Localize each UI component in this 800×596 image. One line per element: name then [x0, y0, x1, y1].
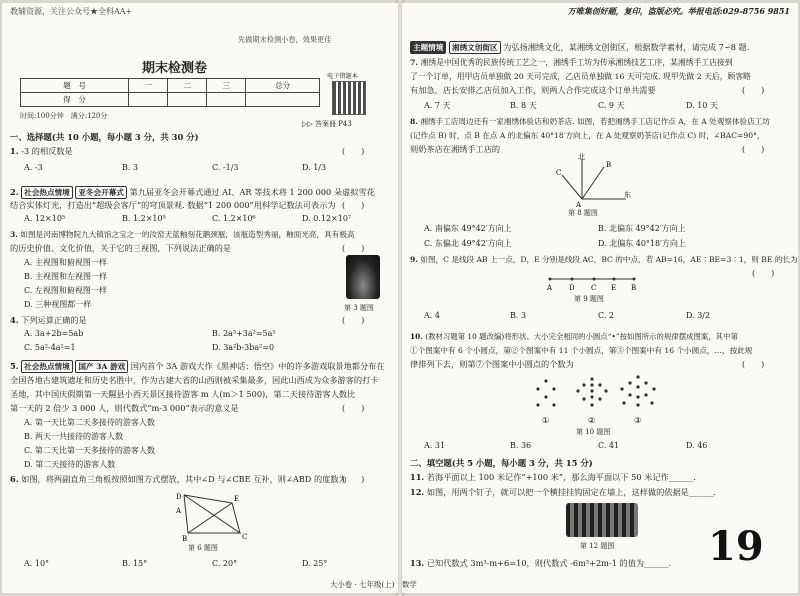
option: D. 3a²b-3ba²=0 [212, 343, 275, 352]
header-copyright: 万唯集创好题，复印，盗版必究。举报电话:029-8756 9851 [567, 6, 790, 16]
option: D. 3/2 [686, 311, 711, 320]
question-text: 已知代数式 3m³-m+6=10，则代数式 -6m³+2m-1 的值为______. [426, 558, 672, 568]
figure-caption: 第 10 题图 [576, 428, 611, 436]
dot-pattern-figure [526, 375, 666, 427]
question-text: 如图，将两副直角三角板按照如图方式摆放，其中∠D 与∠CBE 互补，则∠ABD 的度数为 [21, 474, 347, 484]
fig-label: A [176, 507, 182, 515]
fill-question-12 [410, 487, 716, 498]
fig-label: C [556, 169, 562, 177]
score-header-cell: 总分 [246, 79, 320, 93]
score-table [20, 78, 320, 107]
question-number: 7. [410, 58, 419, 67]
question-text-line: (记作点 B) 时，点 B 在点 A 的北偏东 40°18′方向上，在 A 处观察奶茶店(记作点 C) 时，∠BAC=90°， [410, 131, 765, 140]
option: D. 1/3 [302, 163, 327, 172]
question-number: 4. [10, 315, 19, 325]
option: A. 主视图和俯视图一样 [24, 258, 107, 267]
question-text: 如图，C 是线段 AB 上一点，D，E 分别是线段 AC，BC 的中点，若 AB=16，AE∶BE=3∶1，则 BE 的长为 [420, 255, 798, 264]
fig-label: A [576, 201, 582, 207]
fig-label: ③ [634, 416, 642, 425]
question-number: 10. [410, 332, 423, 341]
question-text-line: ①个图案中有 6 个小圆点，第②个图案中有 11 个小圆点，第③个图案中有 16 个小圆点，…，按此规 [410, 346, 753, 355]
question-10 [410, 331, 738, 342]
question-text-line: 律排列下去，则第⑦个图案中小圆点的个数为 [410, 359, 574, 369]
option: C. 2 [598, 311, 615, 320]
question-number: 12. [410, 487, 425, 497]
fig-label: ① [542, 416, 550, 425]
question-number: 8. [410, 117, 418, 126]
option: D. 46 [686, 441, 708, 450]
option: B. 两天一共接待的游客人数 [24, 432, 123, 441]
context-tag: 社会热点情境 [21, 186, 73, 199]
option: C. -1/3 [212, 163, 239, 172]
option: A. 7 天 [424, 101, 451, 110]
fig-label: D [569, 284, 575, 292]
header-watermark: 教辅资源，关注公众号★全科AA+ [10, 7, 133, 16]
question-4 [10, 315, 87, 326]
figure-caption: 第 6 题图 [188, 544, 218, 552]
option: D. 25° [302, 559, 328, 568]
option: A. 3a+2b=5ab [24, 329, 84, 338]
option: C. 41 [598, 441, 620, 450]
option: B. 3 [122, 163, 139, 172]
tagline: 先做期末检测小卷，效果更佳 [238, 35, 332, 44]
option: B. 北偏东 49°42′方向上 [598, 224, 686, 233]
context-tag: 亚冬会开幕式 [75, 186, 127, 199]
vase-photo [346, 255, 380, 299]
question-number: 13. [410, 558, 425, 568]
triangle-figure [170, 489, 250, 541]
option: C. 5a²-4a²=1 [24, 343, 76, 352]
question-text-line: 全国各地古建筑遗址和历史名胜中，作为古建大省的山西则被采集最多，因此山西成为众多游客的打卡 [10, 375, 379, 385]
question-1 [10, 146, 73, 157]
option: B. 36 [510, 441, 532, 450]
hook-photo [566, 503, 638, 537]
figure-caption: 第 9 题图 [574, 295, 604, 303]
score-cell [129, 93, 168, 107]
fig-label: C [591, 284, 597, 292]
question-number: 9. [410, 255, 418, 264]
answer-bracket: ( ) [752, 269, 775, 278]
question-text-line: 结合实体灯光，打造出“超级会客厅”的穹顶景观. 数据“1 200 000”用科学记数法可表示为 [10, 200, 336, 210]
question-8 [410, 116, 770, 127]
score-header-cell: 二 [168, 79, 207, 93]
question-text: 下列运算正确的是 [21, 315, 87, 325]
option: A. 31 [424, 441, 446, 450]
fig-label: B [631, 284, 637, 292]
question-text-line: 圣地，其中国庆假期第一天隰县小西天景区接待游客 m 人(m＞1 500)，第二天接待游客人数比 [10, 389, 356, 399]
option: A. 4 [424, 311, 440, 320]
answer-bracket: ( ) [342, 404, 365, 413]
section-heading: 一、选择题(共 10 小题，每小题 3 分，共 30 分) [10, 132, 199, 142]
answer-ref-text: 答案冊 P43 [315, 120, 352, 128]
option: A. 第一天比第二天多接待的游客人数 [24, 418, 155, 427]
question-6 [10, 474, 347, 485]
question-text: 若海平面以上 100 米记作“+100 米”，那么海平面以下 50 米记作______. [426, 472, 696, 482]
fig-label: 东 [624, 191, 631, 199]
fig-label: B [182, 535, 188, 541]
score-header-cell: 一 [129, 79, 168, 93]
question-number: 11. [410, 472, 425, 482]
question-text: -3 的相反数是 [21, 146, 73, 156]
fig-label: 北 [578, 153, 585, 161]
fill-question-13 [410, 558, 671, 569]
option: B. 3 [510, 311, 527, 320]
option: C. 左视图和俯视图一样 [24, 286, 107, 295]
question-3 [10, 229, 354, 240]
option: C. 第二天比第一天多接待的游客人数 [24, 446, 155, 455]
question-number: 6. [10, 474, 19, 484]
context-tag: 社会热点情境 [21, 360, 73, 373]
answer-bracket: ( ) [342, 244, 365, 253]
option: A. 12×10⁵ [24, 214, 66, 223]
segment-figure [542, 271, 642, 293]
option: D. 北偏东 40°18′方向上 [598, 239, 686, 248]
option: B. 8 天 [510, 101, 537, 110]
question-text: 国内首个 3A 游戏大作《黑神话：悟空》中的许多游戏取景地都分布在 [130, 361, 385, 371]
question-text-line: 则奶茶店在湘绣手工店的 [410, 144, 501, 154]
question-text: 如图是河南博物院九大镇馆之宝之一的汝窑天蓝釉刻花鹅颈瓶，该瓶造型秀丽，釉面光亮，具有极高 [20, 230, 355, 239]
time-info: 时间:100分钟 满分:120分 [20, 112, 108, 120]
question-number: 5. [10, 361, 19, 371]
theme-context [410, 41, 749, 54]
question-text: 湘绣是中国优秀的民族传统工艺之一，湘绣手工坊为传承湘绣技艺工序，某湘绣手工店接到 [420, 58, 733, 67]
question-text-line: 第一天的 2 倍少 3 000 人，则代数式“m-3 000”表示的意义是 [10, 403, 239, 413]
option: C. 9 天 [598, 101, 625, 110]
option: C. 20° [212, 559, 238, 568]
option: D. 10 天 [686, 101, 718, 110]
footer: 大小卷 · 七年级(上) 数学 [330, 580, 417, 589]
answer-bracket: ( ) [342, 147, 365, 156]
answer-reference: ▷▷ 答案冊 P43 [302, 120, 352, 128]
answer-bracket: ( ) [342, 475, 365, 484]
question-number: 2. [10, 187, 19, 197]
page-title: 期末检测卷 [142, 61, 208, 76]
score-row-label: 得 分 [21, 93, 129, 107]
answer-bracket: ( ) [342, 316, 365, 325]
question-number: 3. [10, 230, 18, 239]
option: A. 10° [24, 559, 50, 568]
answer-bracket: ( ) [342, 201, 365, 210]
score-header-cell: 三 [207, 79, 246, 93]
compass-figure [552, 153, 632, 207]
figure-caption: 第 3 题图 [344, 304, 374, 312]
score-cell [168, 93, 207, 107]
question-text-line: 了一个订单，用甲店员单独做 20 天可完成，乙店员单独做 16 天可完成. 现甲先做 2 天后，顾客略 [410, 72, 751, 81]
option: A. -3 [24, 163, 43, 172]
option: B. 主视图和左视图一样 [24, 272, 107, 281]
page-number: 19 [708, 523, 764, 570]
qr-code-icon [332, 81, 366, 115]
fig-label: E [234, 495, 240, 503]
qr-caption: 电子错题本 [327, 73, 358, 80]
option: A. 南偏东 49°42′方向上 [424, 224, 512, 233]
score-cell [207, 93, 246, 107]
option: D. 三种视图都一样 [24, 300, 92, 309]
fig-label: B [606, 161, 612, 169]
fig-label: A [547, 284, 553, 292]
question-9 [410, 254, 798, 265]
section-heading: 二、填空题(共 5 小题，每小题 3 分，共 15 分) [410, 458, 593, 468]
fig-label: C [242, 533, 248, 541]
left-page [2, 3, 398, 593]
option: C. 1.2×10⁶ [212, 214, 256, 223]
fig-label: D [176, 493, 182, 501]
right-page [402, 3, 798, 593]
question-7 [410, 57, 733, 68]
option: B. 15° [122, 559, 148, 568]
question-text: 湘绣手工店周边还有一家湘绣体验店和奶茶店. 如图，若把湘绣手工店记作点 A，在 A 处观察体验店工坊 [420, 117, 770, 126]
question-text-line: 有加急，店长安排乙店员加入工作，则两人合作完成这个订单共需要 [410, 85, 656, 95]
answer-bracket: ( ) [742, 360, 765, 369]
figure-caption: 第 8 题图 [568, 209, 598, 217]
fig-label: E [611, 284, 617, 292]
score-cell [246, 93, 320, 107]
context-tag: 国产 3A 游戏 [75, 360, 128, 373]
theme-tag: 湘绣文创街区 [449, 41, 501, 54]
option: B. 2a³+3a²=5a⁵ [212, 329, 276, 338]
option: C. 东偏北 49°42′方向上 [424, 239, 512, 248]
score-header-cell: 题 号 [21, 79, 129, 93]
theme-text: 为弘扬湘绣文化，某湘绣文创街区，根据数学素材，请完成 7~8 题. [503, 42, 750, 52]
question-number: 1. [10, 146, 19, 156]
answer-bracket: ( ) [742, 86, 765, 95]
answer-bracket: ( ) [742, 145, 765, 154]
theme-tag: 主题情境 [410, 41, 446, 54]
fig-label: ② [588, 416, 596, 425]
question-text: (教材习题第 10 题改编)将形状、大小完全相同的小圆点“•”按如图所示的规律摆成图案，其中第 [425, 332, 738, 341]
question-5 [10, 360, 385, 373]
fill-question-11 [410, 472, 696, 483]
option: D. 第二天接待的游客人数 [24, 460, 116, 469]
option: B. 1.2×10⁵ [122, 214, 166, 223]
option: D. 0.12×10⁷ [302, 214, 352, 223]
question-text: 第九届亚冬会开幕式通过 AI、AR 等技术将 1 200 000 朵虚拟雪花 [129, 187, 375, 197]
question-text: 如图，用两个钉子，就可以把一个横挂挂钩固定在墙上，这样做的依据是______. [426, 487, 717, 497]
figure-caption: 第 12 题图 [580, 542, 615, 550]
question-text-line: 的历史价值、文化价值，关于它的三视图，下列说法正确的是 [10, 243, 232, 253]
question-2 [10, 186, 375, 199]
